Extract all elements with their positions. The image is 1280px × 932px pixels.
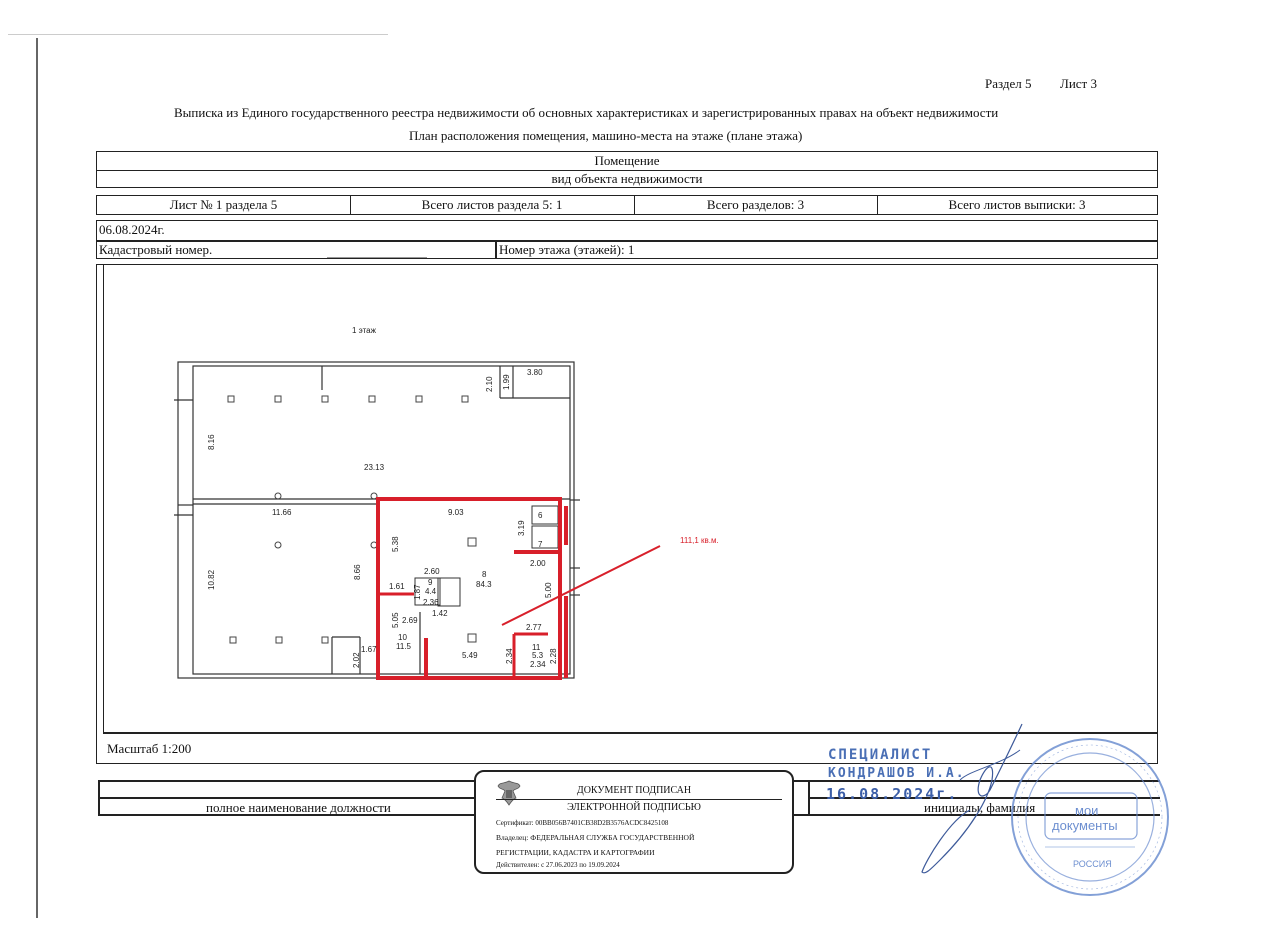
dim-11-66: 11.66 [272, 508, 292, 517]
area-4-4: 4.4 [425, 587, 437, 596]
room-9: 9 [428, 578, 433, 587]
dim-5-38: 5.38 [391, 536, 400, 552]
esignature-box [474, 770, 794, 874]
dim-2-60: 2.60 [424, 567, 440, 576]
room-10: 10 [398, 633, 407, 642]
dim-2-00: 2.00 [530, 559, 546, 568]
area-84-3: 84.3 [476, 580, 492, 589]
sheet-number: Лист № 1 раздела 5 [97, 196, 351, 214]
dim-10-82: 10.82 [207, 569, 216, 590]
room-8: 8 [482, 570, 487, 579]
dim-5-05: 5.05 [391, 612, 400, 628]
seal-text-bottom: документы [1052, 818, 1118, 833]
document-title: Выписка из Единого государственного реестра недвижимости об основных характеристиках и зарегистрированных правах на объект недвижимости [174, 105, 999, 120]
total-sections: Всего разделов: 3 [634, 196, 878, 214]
scale-label: Масштаб 1:200 [107, 741, 192, 756]
position-label: полное наименование должности [206, 800, 391, 815]
extract-date: 06.08.2024г. [99, 222, 165, 237]
owner-line1: Владелец: ФЕДЕРАЛЬНАЯ СЛУЖБА ГОСУДАРСТВЕННОЙ [496, 833, 695, 842]
room-6: 6 [538, 511, 543, 520]
room-7: 7 [538, 540, 543, 549]
stamp-date: 16.08.2024г. [826, 785, 959, 803]
dim-1-67: 1.67 [361, 645, 377, 654]
dim-1-61: 1.61 [389, 582, 405, 591]
object-name: Помещение [97, 152, 1157, 171]
dim-1-87: 1.87 [413, 584, 422, 600]
area-callout: 111,1 кв.м. [680, 536, 719, 545]
area-5-3: 5.3 [532, 651, 544, 660]
dim-5-00: 5.00 [544, 582, 553, 598]
owner-line2: РЕГИСТРАЦИИ, КАДАСТРА И КАРТОГРАФИИ [496, 848, 655, 857]
floor-number-label: Номер этажа (этажей): 1 [499, 242, 635, 257]
dim-2-10: 2.10 [485, 376, 494, 392]
total-extract-sheets: Всего листов выписки: 3 [948, 197, 1086, 212]
dim-8-66: 8.66 [353, 564, 362, 580]
footer-mid-line [98, 797, 476, 799]
sheet-label: Лист 3 [1060, 76, 1097, 91]
room-11: 11 [532, 643, 541, 652]
dim-2-34-vertical: 2.34 [505, 648, 514, 664]
certificate: Сертификат: 00BB056B7401CB38D2B3576ACDC8425108 [496, 819, 669, 827]
seal-text-top: мои [1075, 803, 1099, 818]
total-section-sheets: Всего листов раздела 5: 1 [350, 196, 635, 214]
dim-8-16: 8.16 [207, 434, 216, 450]
seal-country: РОССИЯ [1073, 859, 1112, 869]
validity: Действителен: с 27.06.2023 по 19.09.2024 [496, 861, 620, 869]
floor-title: 1 этаж [352, 326, 376, 335]
area-11-5: 11.5 [396, 642, 411, 651]
dim-2-02: 2.02 [352, 652, 361, 668]
footer-divider [808, 780, 810, 816]
dim-23-13: 23.13 [364, 463, 385, 472]
esig-line1: ДОКУМЕНТ ПОДПИСАН [576, 785, 692, 796]
dim-9-03: 9.03 [448, 508, 464, 517]
document-subtitle: План расположения помещения, машино-места на этаже (плане этажа) [409, 128, 803, 143]
footer-left-edge [98, 780, 100, 816]
dim-3-80: 3.80 [527, 368, 543, 377]
stamp-title: СПЕЦИАЛИСТ [828, 747, 933, 763]
utility-rooms [415, 506, 558, 606]
object-kind-label: вид объекта недвижимости [551, 170, 703, 186]
stamp-name: КОНДРАШОВ И.А. [828, 766, 966, 781]
round-seal [1005, 735, 1175, 900]
esig-divider [496, 799, 782, 800]
dim-2-69: 2.69 [402, 616, 418, 625]
esig-line2: ЭЛЕКТРОННОЙ ПОДПИСЬЮ [567, 802, 701, 813]
dim-2-28: 2.28 [549, 648, 558, 664]
dim-2-34: 2.34 [530, 660, 546, 669]
dim-1-42: 1.42 [432, 609, 448, 618]
dim-2-36: 2.36 [423, 598, 439, 607]
dim-2-77: 2.77 [526, 623, 542, 632]
dim-1-99: 1.99 [502, 374, 511, 390]
dim-3-19: 3.19 [517, 520, 526, 536]
section-label: Раздел 5 [985, 76, 1032, 91]
initials-label: инициалы, фамилия [924, 800, 1036, 815]
dim-5-49: 5.49 [462, 651, 478, 660]
cadastral-label: Кадастровый номер. [99, 242, 213, 257]
